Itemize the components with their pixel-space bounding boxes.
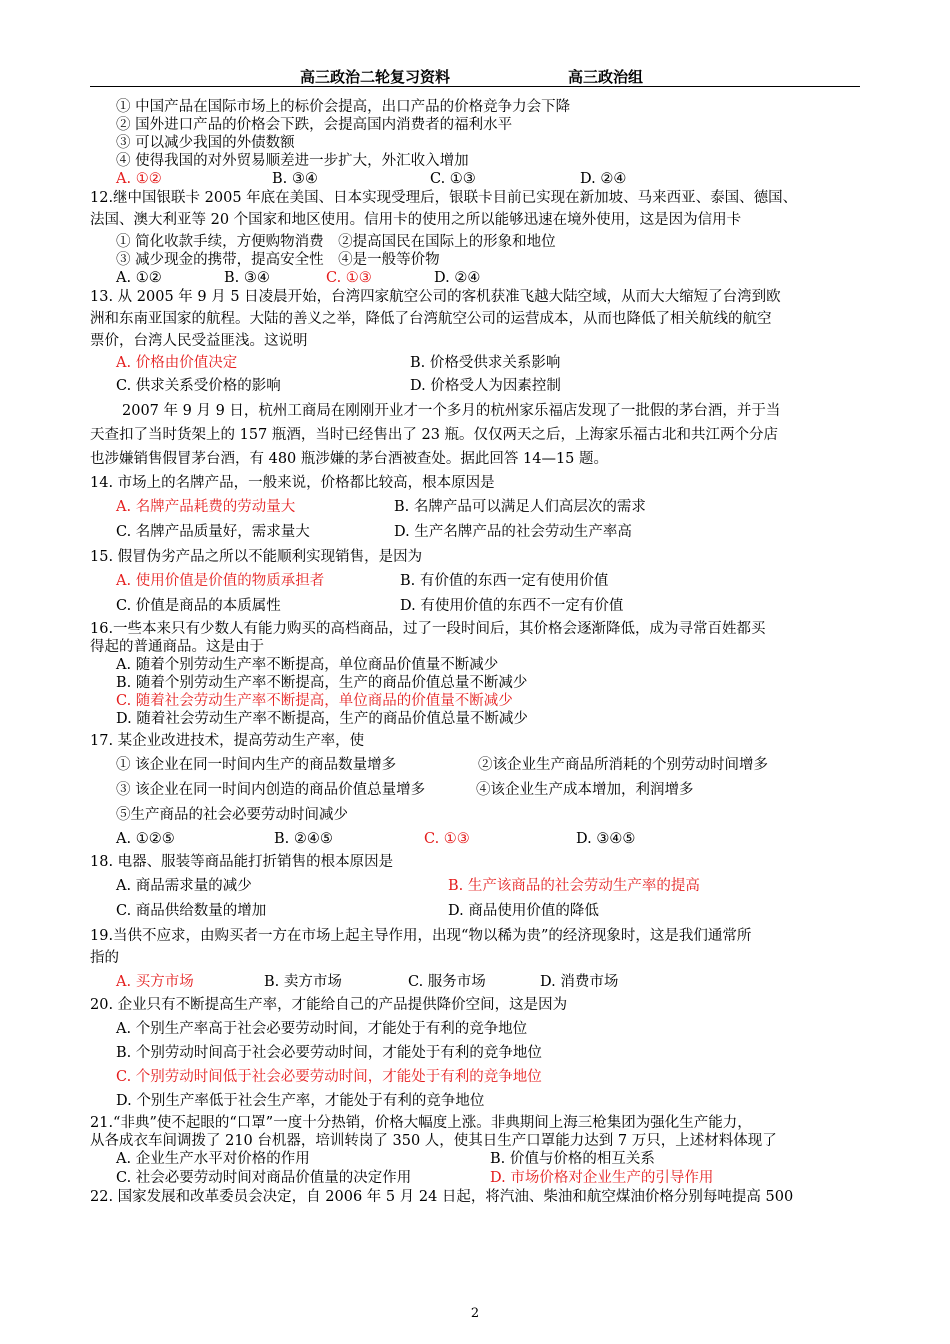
- q12-item-1: ① 简化收款手续，方便购物消费 ②提高国民在国际上的形象和地位: [116, 234, 556, 250]
- q11-option-c: C. ①③: [430, 171, 476, 187]
- q16-stem-1: 16.一些本来只有少数人有能力购买的高档商品，过了一段时间后，其价格会逐渐降低，成为寻常百姓都买: [90, 621, 766, 637]
- q21-option-a: A. 企业生产水平对价格的作用: [116, 1151, 310, 1167]
- q19-stem-1: 19.当供不应求，由购买者一方在市场上起主导作用，出现“物以稀为贵”的经济现象时，这是我们通常所: [90, 928, 752, 944]
- q11-options: [112, 170, 864, 189]
- q11-item-3: ③ 可以减少我国的外债数额: [116, 135, 295, 151]
- q17-items-row-1: [112, 756, 864, 775]
- q15-option-d: D. 有使用价值的东西不一定有价值: [400, 598, 624, 614]
- q13-option-d: D. 价格受人为因素控制: [410, 378, 561, 394]
- q11-item-2: ② 国外进口产品的价格会下跌，会提高国内消费者的福利水平: [116, 117, 513, 133]
- q16-option-a: A. 随着个别劳动生产率不断提高，单位商品价值量不断减少: [116, 657, 499, 673]
- q18-option-b: B. 生产该商品的社会劳动生产率的提高: [448, 878, 700, 894]
- q12-option-b: B. ③④: [224, 270, 270, 286]
- q13-option-a: A. 价格由价值决定: [116, 355, 238, 371]
- q19-option-a: A. 买方市场: [116, 974, 194, 990]
- q12-stem-1: 12.继中国银联卡 2005 年底在美国、日本实现受理后，银联卡目前已实现在新加坡、马来西亚、泰国、德国、: [90, 190, 798, 206]
- q14-options-row-1: [112, 498, 864, 517]
- q21-option-d: D. 市场价格对企业生产的引导作用: [490, 1170, 714, 1186]
- q11-option-d: D. ②④: [580, 171, 627, 187]
- q13-option-b: B. 价格受供求关系影响: [410, 355, 561, 371]
- q21-option-c: C. 社会必要劳动时间对商品价值量的决定作用: [116, 1170, 412, 1186]
- q14-option-d: D. 生产名牌产品的社会劳动生产率高: [394, 524, 632, 540]
- q14-option-b: B. 名牌产品可以满足人们高层次的需求: [394, 499, 646, 515]
- q20-option-c: C. 个别劳动时间低于社会必要劳动时间，才能处于有利的竞争地位: [116, 1069, 542, 1085]
- page-number: 2: [470, 1306, 480, 1321]
- q16-option-c: C. 随着社会劳动生产率不断提高，单位商品的价值量不断减少: [116, 693, 513, 709]
- q20-option-a: A. 个别生产率高于社会必要劳动时间，才能处于有利的竞争地位: [116, 1021, 528, 1037]
- q21-options-row-2: [112, 1169, 864, 1188]
- q20-option-d: D. 个别生产率低于社会生产率，才能处于有利的竞争地位: [116, 1093, 485, 1109]
- q17-item-1: ① 该企业在同一时间内生产的商品数量增多: [116, 757, 397, 773]
- q12-option-d: D. ②④: [434, 270, 481, 286]
- q22-stem: 22. 国家发展和改革委员会决定，自 2006 年 5 月 24 日起，将汽油、柴油和航空煤油价格分别每吨提高 500: [90, 1189, 794, 1205]
- q17-options: [112, 830, 864, 849]
- q15-option-b: B. 有价值的东西一定有使用价值: [400, 573, 609, 589]
- q21-option-b: B. 价值与价格的相互关系: [490, 1151, 655, 1167]
- q12-item-2: ③ 减少现金的携带，提高安全性 ④是一般等价物: [116, 252, 440, 268]
- material-line-2: 天查扣了当时货架上的 157 瓶酒，当时已经售出了 23 瓶。仅仅两天之后，上海家乐福古北和共江两个分店: [90, 427, 779, 443]
- q15-option-c: C. 价值是商品的本质属性: [116, 598, 281, 614]
- q20-stem: 20. 企业只有不断提高生产率，才能给自己的产品提供降价空间，这是因为: [90, 997, 568, 1013]
- q13-options-row-2: [112, 377, 864, 396]
- q17-items-row-2: [112, 781, 864, 800]
- q19-option-c: C. 服务市场: [408, 974, 486, 990]
- q12-option-c: C. ①③: [326, 270, 372, 286]
- q14-option-a: A. 名牌产品耗费的劳动量大: [116, 499, 296, 515]
- q19-options: [112, 973, 864, 992]
- q18-option-c: C. 商品供给数量的增加: [116, 903, 267, 919]
- q11-item-1: ① 中国产品在国际市场上的标价会提高，出口产品的价格竞争力会下降: [116, 99, 571, 115]
- header-title: 高三政治二轮复习资料: [300, 68, 451, 86]
- q17-option-b: B. ②④⑤: [274, 831, 333, 847]
- q16-option-b: B. 随着个别劳动生产率不断提高，生产的商品价值总量不断减少: [116, 675, 528, 691]
- q13-stem-1: 13. 从 2005 年 9 月 5 日凌晨开始，台湾四家航空公司的客机获准飞越大陆空域，从而大大缩短了台湾到欧: [90, 289, 781, 305]
- q18-option-a: A. 商品需求量的减少: [116, 878, 252, 894]
- q18-stem: 18. 电器、服装等商品能打折销售的根本原因是: [90, 854, 394, 870]
- q11-option-b: B. ③④: [272, 171, 318, 187]
- q16-stem-2: 得起的普通商品。这是由于: [90, 639, 264, 655]
- q14-options-row-2: [112, 523, 864, 542]
- q17-stem: 17. 某企业改进技术，提高劳动生产率，使: [90, 733, 365, 749]
- q17-item-4: ④该企业生产成本增加，利润增多: [476, 782, 694, 798]
- q13-stem-2: 洲和东南亚国家的航程。大陆的善义之举，降低了台湾航空公司的运营成本，从而也降低了相关航线的航空: [90, 311, 772, 327]
- page-header: [90, 64, 860, 87]
- q21-stem-1: 21.“非典”使不起眼的“口罩”一度十分热销，价格大幅度上涨。非典期间上海三枪集团为强化生产能力，: [90, 1115, 752, 1131]
- q15-options-row-1: [112, 572, 864, 591]
- q17-item-2: ②该企业生产商品所消耗的个别劳动时间增多: [478, 757, 768, 773]
- q18-options-row-1: [112, 877, 864, 896]
- q15-options-row-2: [112, 597, 864, 616]
- q14-stem: 14. 市场上的名牌产品，一般来说，价格都比较高，根本原因是: [90, 475, 495, 491]
- q19-option-b: B. 卖方市场: [264, 974, 342, 990]
- q13-stem-3: 票价，台湾人民受益匪浅。这说明: [90, 333, 308, 349]
- material-line-3: 也涉嫌销售假冒茅台酒，有 480 瓶涉嫌的茅台酒被查处。据此回答 14—15 题。: [90, 451, 609, 467]
- q16-option-d: D. 随着社会劳动生产率不断提高，生产的商品价值总量不断减少: [116, 711, 528, 727]
- q18-options-row-2: [112, 902, 864, 921]
- q17-option-c: C. ①③: [424, 831, 470, 847]
- q17-option-d: D. ③④⑤: [576, 831, 636, 847]
- q21-options-row-1: [112, 1150, 864, 1169]
- q13-options-row-1: [112, 354, 864, 373]
- q17-option-a: A. ①②⑤: [116, 831, 175, 847]
- q12-option-a: A. ①②: [116, 270, 162, 286]
- q18-option-d: D. 商品使用价值的降低: [448, 903, 599, 919]
- q21-stem-2: 从各成衣车间调拨了 210 台机器，培训转岗了 350 人，使其日生产口罩能力达到 7 万只，上述材料体现了: [90, 1133, 777, 1149]
- q11-item-4: ④ 使得我国的对外贸易顺差进一步扩大，外汇收入增加: [116, 153, 469, 169]
- material-line-1: 2007 年 9 月 9 日，杭州工商局在刚刚开业才一个多月的杭州家乐福店发现了一批假的茅台酒，并于当: [122, 403, 781, 419]
- document-body: [90, 98, 864, 1206]
- q12-options: [112, 269, 864, 288]
- header-group: 高三政治组: [568, 68, 644, 86]
- q17-item-3: ③ 该企业在同一时间内创造的商品价值总量增多: [116, 782, 426, 798]
- q15-stem: 15. 假冒伪劣产品之所以不能顺利实现销售，是因为: [90, 549, 423, 565]
- q19-stem-2: 指的: [90, 950, 119, 966]
- q15-option-a: A. 使用价值是价值的物质承担者: [116, 573, 325, 589]
- q13-option-c: C. 供求关系受价格的影响: [116, 378, 281, 394]
- q12-stem-2: 法国、澳大利亚等 20 个国家和地区使用。信用卡的使用之所以能够迅速在境外使用，这是因为信用卡: [90, 212, 742, 228]
- q11-option-a: A. ①②: [116, 171, 162, 187]
- q17-item-5: ⑤生产商品的社会必要劳动时间减少: [116, 807, 348, 823]
- q20-option-b: B. 个别劳动时间高于社会必要劳动时间，才能处于有利的竞争地位: [116, 1045, 542, 1061]
- q19-option-d: D. 消费市场: [540, 974, 619, 990]
- q14-option-c: C. 名牌产品质量好，需求量大: [116, 524, 310, 540]
